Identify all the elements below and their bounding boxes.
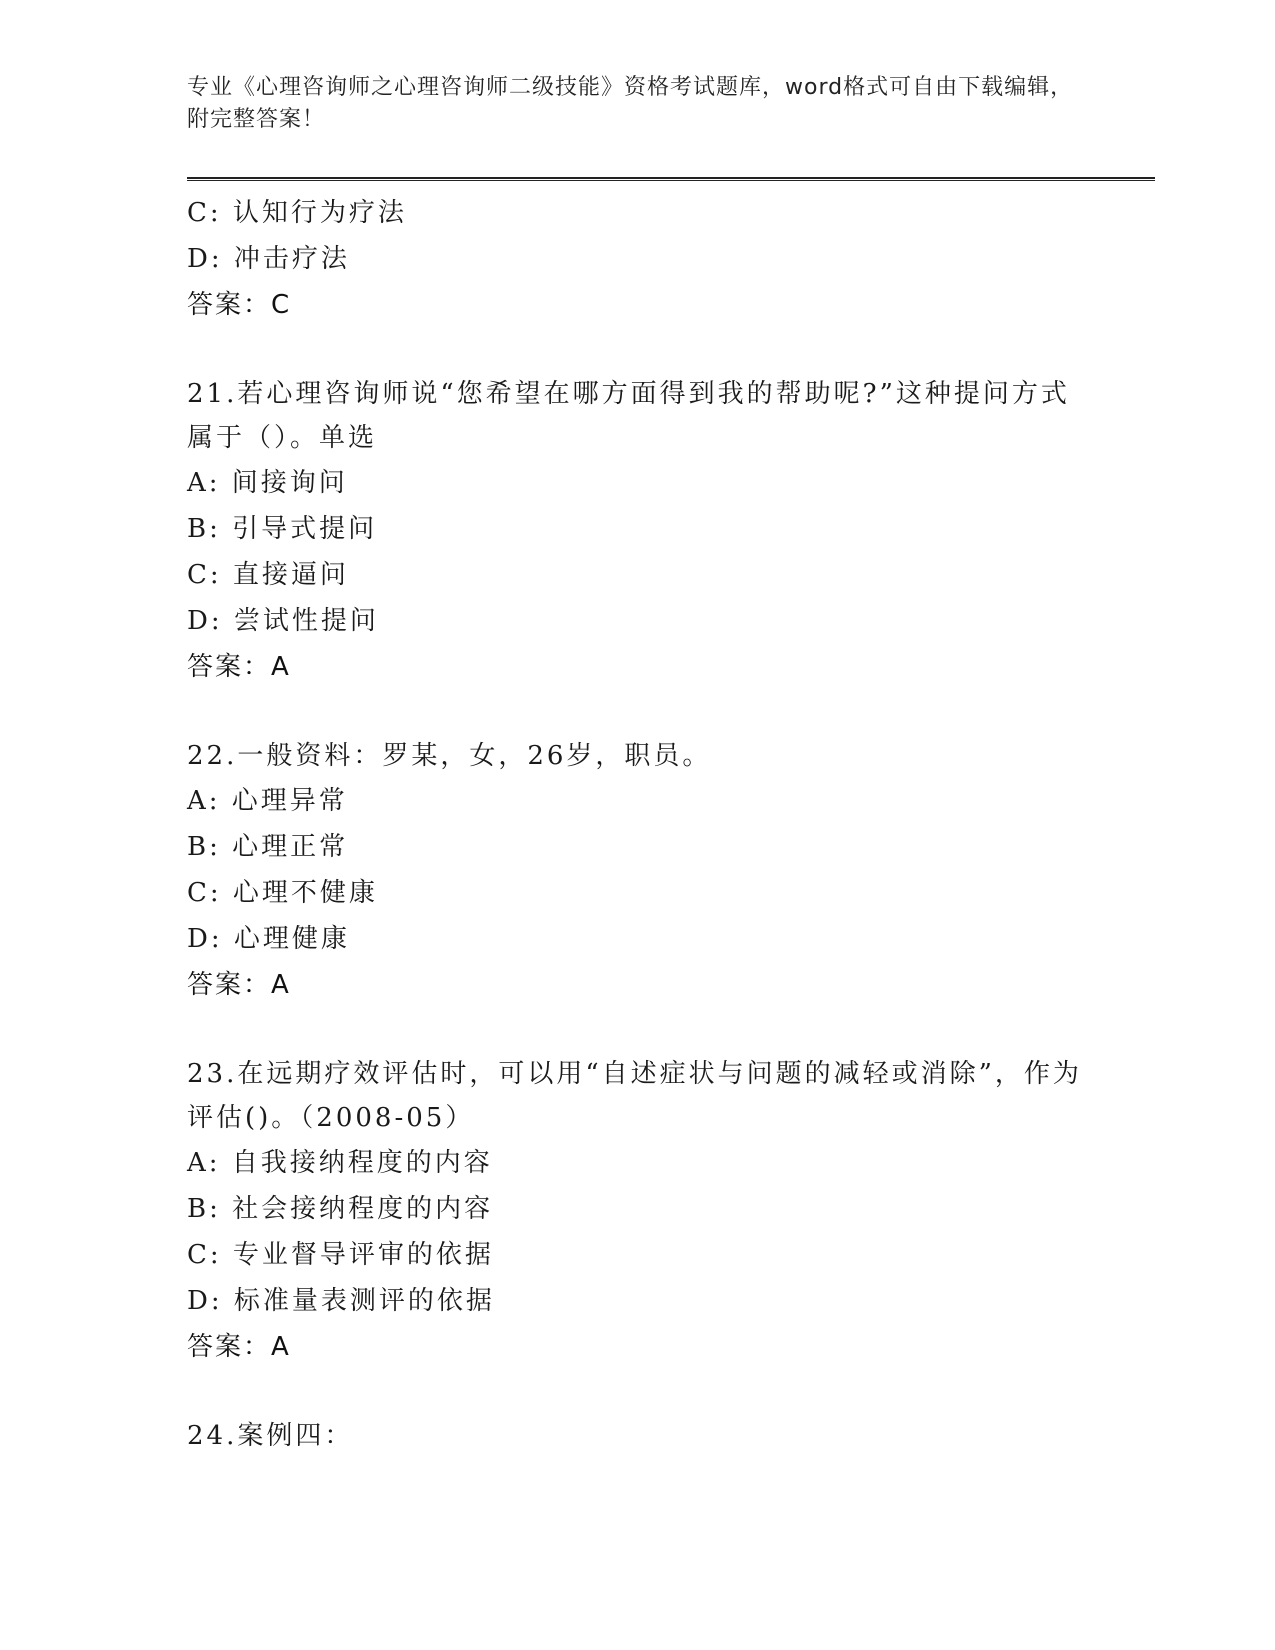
question-partial [187,190,1087,328]
question-21 [187,372,1087,690]
option-d: D: 尝试性提问 [187,606,379,636]
header-divider [187,177,1155,181]
option-c: C: 直接逼问 [187,560,349,590]
option-c: C: 心理不健康 [187,878,378,908]
question-list [187,190,1087,1458]
option-c: C: 专业督导评审的依据 [187,1240,494,1270]
question-text: 24.案例四： [187,1421,354,1451]
option-d: D: 标准量表测评的依据 [187,1286,495,1316]
option-a: A: 间接询问 [187,468,348,498]
question-text: 21.若心理咨询师说“您希望在哪方面得到我的帮助呢?”这种提问方式属于（）。单选 [187,379,1070,453]
question-text: 22.一般资料：罗某，女，26岁，职员。 [187,741,712,771]
question-22 [187,734,1087,1008]
question-23 [187,1052,1087,1370]
option-a: A: 自我接纳程度的内容 [187,1148,493,1178]
option-d: D: 心理健康 [187,924,350,954]
option-d: D: 冲击疗法 [187,244,350,274]
option-b: B: 社会接纳程度的内容 [187,1194,494,1224]
answer-label: 答案：C [187,290,292,320]
answer-label: 答案：A [187,970,291,1000]
answer-label: 答案：A [187,1332,291,1362]
document-header: 专业《心理咨询师之心理咨询师二级技能》资格考试题库，word格式可自由下载编辑，附完整答案！ [187,75,1074,132]
option-c: C: 认知行为疗法 [187,198,407,228]
answer-label: 答案：A [187,652,291,682]
option-b: B: 心理正常 [187,832,349,862]
question-text: 23.在远期疗效评估时，可以用“自述症状与问题的减轻或消除”，作为评估()。（2008-05） [187,1059,1082,1133]
option-a: A: 心理异常 [187,786,348,816]
option-b: B: 引导式提问 [187,514,378,544]
question-24 [187,1414,1087,1458]
